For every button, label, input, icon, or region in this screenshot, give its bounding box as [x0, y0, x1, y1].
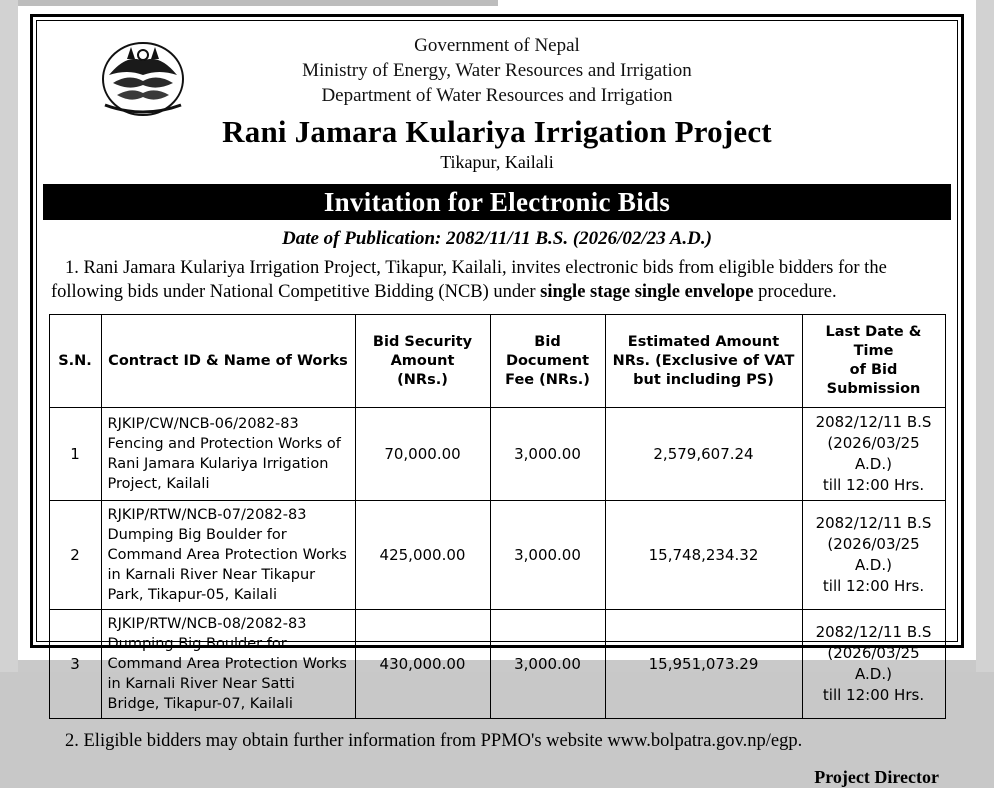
row-3-bid-security: 430,000.00 — [355, 610, 490, 719]
nepal-emblem-icon — [97, 35, 189, 121]
page-right-margin — [976, 0, 994, 672]
table-row — [49, 501, 945, 610]
table-row — [49, 610, 945, 719]
gov-line-3: Department of Water Resources and Irrigation — [321, 85, 673, 106]
project-location: Tikapur, Kailali — [440, 152, 554, 172]
row-1-last-date — [802, 408, 945, 501]
paragraph-1-part-2: procedure. — [753, 282, 837, 302]
row-1-doc-fee: 3,000.00 — [490, 408, 605, 501]
column-header-bid-security-line2: Amount — [390, 352, 455, 369]
column-header-doc-fee-line2: Document — [505, 352, 590, 369]
row-3-last-date-bs: 2082/12/11 B.S — [815, 623, 932, 641]
notice-banner: Invitation for Electronic Bids — [43, 184, 951, 220]
column-header-last-date-line1: Last Date & Time — [825, 324, 922, 359]
row-2-sn: 2 — [49, 501, 101, 610]
page-top-edge — [18, 0, 498, 6]
row-3-last-date — [802, 610, 945, 719]
column-header-doc-fee-line3: Fee (NRs.) — [505, 371, 590, 388]
column-header-estimated-line2: NRs. (Exclusive of VAT — [612, 352, 795, 369]
column-header-estimated-amount — [605, 315, 802, 408]
column-header-doc-fee — [490, 315, 605, 408]
project-title: Rani Jamara Kulariya Irrigation Project — [222, 114, 772, 149]
row-2-contract-id: RJKIP/RTW/NCB-07/2082-83 — [107, 507, 307, 523]
paragraph-1 — [51, 256, 943, 304]
row-3-last-date-ad: (2026/03/25 A.D.) — [827, 644, 920, 683]
row-3-doc-fee: 3,000.00 — [490, 610, 605, 719]
row-3-work-name: Dumping Big Boulder for Command Area Protection Works in Karnali River Near Satti Bridge, Tikapur-07, Kailali — [107, 636, 347, 712]
bids-table — [49, 314, 946, 719]
row-2-estimated-amount: 15,748,234.32 — [605, 501, 802, 610]
gov-line-1: Government of Nepal — [414, 35, 580, 56]
column-header-sn: S.N. — [49, 315, 101, 408]
row-3-contract-id: RJKIP/RTW/NCB-08/2082-83 — [107, 616, 307, 632]
row-1-last-date-ad: (2026/03/25 A.D.) — [827, 434, 920, 473]
signature-line: Project Director — [814, 767, 939, 787]
row-2-doc-fee: 3,000.00 — [490, 501, 605, 610]
row-2-last-date-bs: 2082/12/11 B.S — [815, 514, 932, 532]
publication-date: Date of Publication: 2082/11/11 B.S. (2026/02/23 A.D.) — [282, 228, 712, 249]
row-3-last-date-time: till 12:00 Hrs. — [822, 686, 925, 704]
notice-header — [37, 21, 957, 178]
column-header-bid-security — [355, 315, 490, 408]
row-2-last-date — [802, 501, 945, 610]
row-1-last-date-bs: 2082/12/11 B.S — [815, 413, 932, 431]
notice-inner-border — [36, 20, 958, 787]
row-1-estimated-amount: 2,579,607.24 — [605, 408, 802, 501]
column-header-last-date-line2: of Bid Submission — [826, 362, 921, 397]
row-1-sn: 1 — [49, 408, 101, 501]
notice-frame — [30, 14, 964, 787]
row-2-bid-security: 425,000.00 — [355, 501, 490, 610]
row-2-contract — [101, 501, 355, 610]
row-1-last-date-time: till 12:00 Hrs. — [822, 476, 925, 494]
paragraph-1-part-1: 1. Rani Jamara Kulariya Irrigation Project, Tikapur, Kailali, invites electronic bids from eligible bidders for the following bids under National Competitive Bidding (NCB) under — [51, 258, 887, 302]
column-header-estimated-line3: but including PS) — [633, 371, 774, 388]
row-1-work-name: Fencing and Protection Works of Rani Jamara Kulariya Irrigation Project, Kailali — [107, 436, 341, 492]
row-2-last-date-ad: (2026/03/25 A.D.) — [827, 535, 920, 574]
table-header-row — [49, 315, 945, 408]
column-header-bid-security-line3: (NRs.) — [397, 371, 448, 388]
paragraph-2: 2. Eligible bidders may obtain further information from PPMO's website www.bolpatra.gov.np/egp. — [65, 731, 803, 751]
column-header-doc-fee-line1: Bid — [534, 333, 561, 350]
paragraph-1-emphasis: single stage single envelope — [540, 282, 754, 302]
table-row — [49, 408, 945, 501]
row-1-bid-security: 70,000.00 — [355, 408, 490, 501]
row-3-contract — [101, 610, 355, 719]
row-1-contract-id: RJKIP/CW/NCB-06/2082-83 — [107, 416, 299, 432]
column-header-bid-security-line1: Bid Security — [372, 333, 473, 350]
column-header-estimated-line1: Estimated Amount — [627, 333, 780, 350]
row-3-sn: 3 — [49, 610, 101, 719]
row-2-work-name: Dumping Big Boulder for Command Area Protection Works in Karnali River Near Tikapur Park, Tikapur-05, Kailali — [107, 527, 347, 603]
column-header-contract: Contract ID & Name of Works — [101, 315, 355, 408]
page-left-margin — [0, 0, 18, 672]
row-3-estimated-amount: 15,951,073.29 — [605, 610, 802, 719]
column-header-last-date — [802, 315, 945, 408]
row-1-contract — [101, 408, 355, 501]
row-2-last-date-time: till 12:00 Hrs. — [822, 577, 925, 595]
gov-line-2: Ministry of Energy, Water Resources and Irrigation — [302, 60, 692, 81]
